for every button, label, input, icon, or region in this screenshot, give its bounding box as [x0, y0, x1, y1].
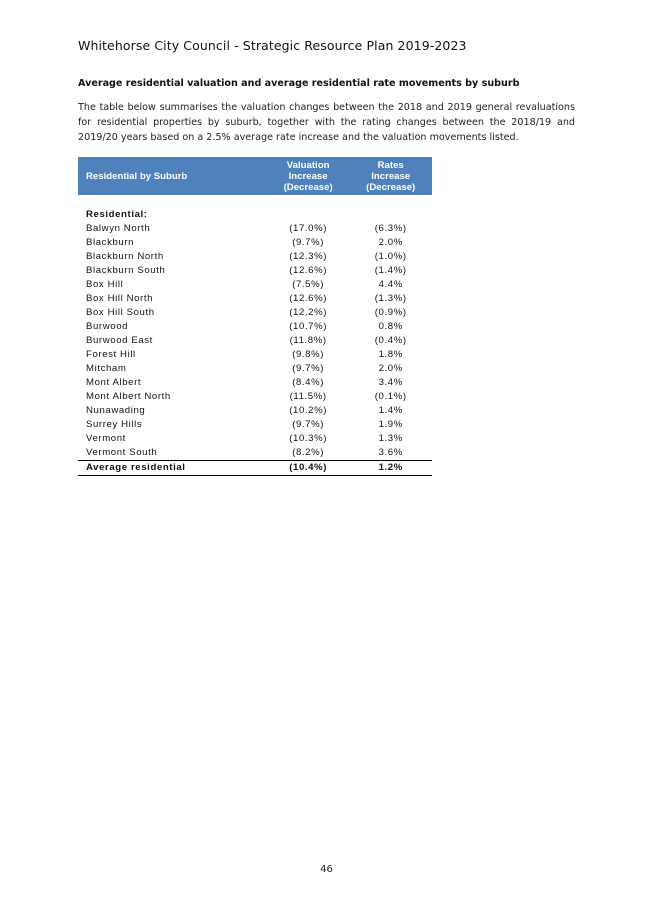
table-row: [78, 348, 432, 362]
rates-change: 1.8%: [378, 349, 403, 360]
rates-change: (0.1%): [374, 391, 407, 402]
suburb-name: Balwyn North: [86, 223, 151, 234]
total-valuation: (10.4%): [267, 461, 350, 476]
rates-change: 3.4%: [378, 377, 403, 388]
table-footer: [78, 461, 432, 476]
suburb-name: Surrey Hills: [86, 419, 143, 430]
table-row: [78, 292, 432, 306]
table-row: [78, 446, 432, 461]
valuation-change: (10.7%): [289, 321, 328, 332]
valuation-change: (8.2%): [292, 447, 325, 458]
page-number: 46: [320, 864, 333, 875]
column-header-rates: [349, 157, 432, 195]
valuation-rates-table: [78, 157, 432, 476]
table-row: [78, 362, 432, 376]
table-row: [78, 390, 432, 404]
rates-change: 1.9%: [378, 419, 403, 430]
intro-paragraph: The table below summarises the valuation changes between the 2018 and 2019 general revaluations for residential properties by suburb, together with the rating changes between the 2018/19 and 2019/20 years based on a 2.5% average rate increase and the valuation movements listed.: [78, 102, 575, 143]
suburb-name: Mont Albert: [86, 377, 142, 388]
document-header: Whitehorse City Council - Strategic Resource Plan 2019-2023: [78, 38, 467, 53]
valuation-change: (12.2%): [289, 307, 328, 318]
rates-change: (6.3%): [374, 223, 407, 234]
rates-change: 2.0%: [378, 237, 403, 248]
section-title: Average residential valuation and average residential rate movements by suburb: [78, 78, 520, 89]
suburb-name: Box Hill: [86, 279, 124, 290]
valuation-change: (10.3%): [289, 433, 328, 444]
suburb-name: Forest Hill: [86, 349, 136, 360]
rates-change: 1.3%: [378, 433, 403, 444]
table-row: [78, 404, 432, 418]
suburb-name: Box Hill North: [86, 293, 154, 304]
rates-change: (1.4%): [374, 265, 407, 276]
suburb-name: Blackburn North: [86, 251, 164, 262]
rates-change: 0.8%: [378, 321, 403, 332]
rates-change: 3.6%: [378, 447, 403, 458]
table-row: [78, 236, 432, 250]
valuation-change: (17.0%): [289, 223, 328, 234]
column-header-valuation: [267, 157, 350, 195]
table-row: [78, 222, 432, 236]
column-header-rates-line: Rates: [377, 159, 404, 171]
total-rates: 1.2%: [349, 461, 432, 476]
table-row: [78, 432, 432, 446]
rates-change: 4.4%: [378, 279, 403, 290]
total-label: Average residential: [78, 461, 267, 476]
section-label: Residential:: [86, 208, 148, 220]
rates-change: 2.0%: [378, 363, 403, 374]
table-row: [78, 334, 432, 348]
table-row: [78, 376, 432, 390]
table-body: [78, 195, 432, 461]
rates-change: (0.9%): [374, 307, 407, 318]
valuation-change: (9.7%): [292, 363, 325, 374]
column-header-rates-line: Increase: [371, 170, 411, 182]
suburb-name: Blackburn South: [86, 265, 166, 276]
table-row: [78, 250, 432, 264]
table-row: [78, 320, 432, 334]
suburb-name: Box Hill South: [86, 307, 155, 318]
table-row: [78, 306, 432, 320]
valuation-change: (12.6%): [289, 265, 328, 276]
rates-change: 1.4%: [378, 405, 403, 416]
valuation-change: (12.6%): [289, 293, 328, 304]
section-label-row: [78, 207, 432, 222]
suburb-name: Burwood: [86, 321, 129, 332]
rates-change: (1.0%): [374, 251, 407, 262]
column-header-valuation-line: Increase: [288, 170, 328, 182]
suburb-name: Mont Albert North: [86, 391, 171, 402]
valuation-change: (8.4%): [292, 377, 325, 388]
valuation-change: (9.7%): [292, 237, 325, 248]
valuation-change: (11.8%): [289, 335, 327, 346]
valuation-change: (9.8%): [292, 349, 325, 360]
spacer-row: [78, 195, 432, 207]
valuation-change: (10.2%): [289, 405, 328, 416]
valuation-change: (11.5%): [289, 391, 327, 402]
table-row: [78, 278, 432, 292]
rates-change: (1.3%): [374, 293, 407, 304]
column-header-suburb: Residential by Suburb: [78, 157, 267, 195]
column-header-valuation-line: Valuation: [286, 159, 330, 171]
total-row: [78, 461, 432, 476]
valuation-change: (9.7%): [292, 419, 325, 430]
suburb-name: Vermont: [86, 433, 126, 444]
suburb-name: Nunawading: [86, 405, 146, 416]
suburb-name: Blackburn: [86, 237, 135, 248]
suburb-name: Mitcham: [86, 363, 127, 374]
suburb-name: Vermont South: [86, 447, 158, 458]
column-header-valuation-line: (Decrease): [283, 181, 333, 193]
suburb-name: Burwood East: [86, 335, 153, 346]
table-header: [78, 157, 432, 195]
table-row: [78, 418, 432, 432]
table-row: [78, 264, 432, 278]
column-header-rates-line: (Decrease): [366, 181, 416, 193]
valuation-change: (7.5%): [292, 279, 325, 290]
rates-change: (0.4%): [374, 335, 407, 346]
valuation-change: (12.3%): [289, 251, 328, 262]
